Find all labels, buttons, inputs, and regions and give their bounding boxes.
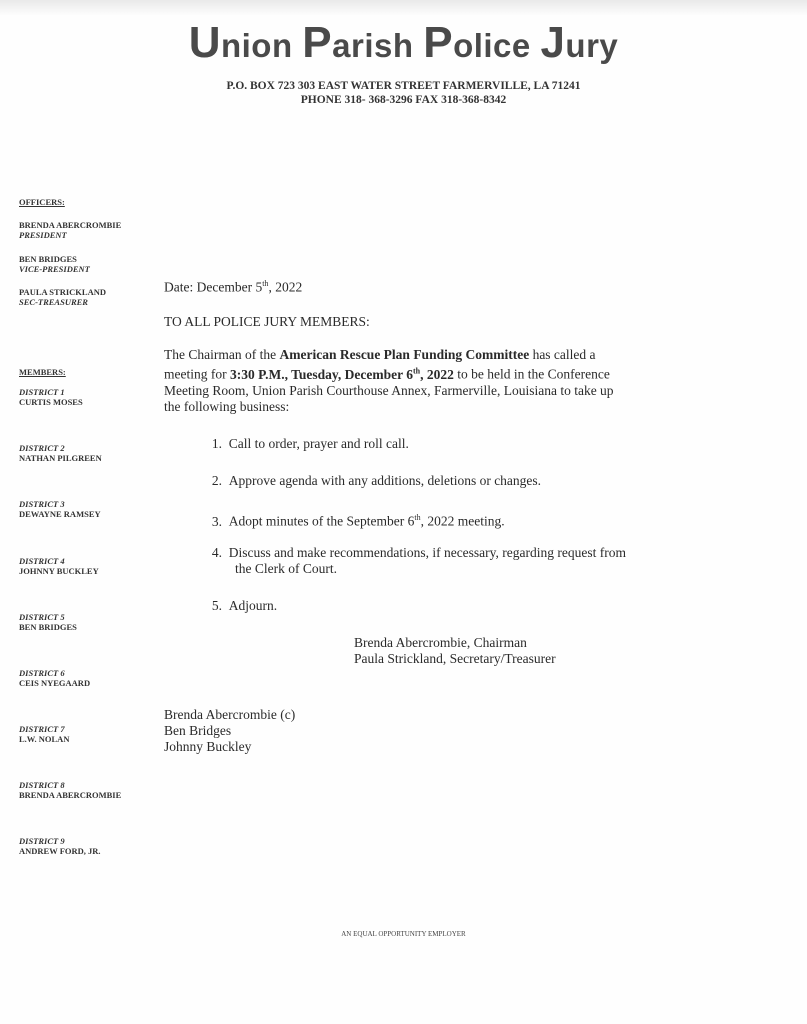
- signature-line: Brenda Abercrombie, Chairman: [354, 635, 527, 650]
- officer-name: BEN BRIDGES: [19, 254, 77, 264]
- intro-paragraph: The Chairman of the American Rescue Plan Funding Committee has called a meeting for 3:30 P.M., Tuesday, December 6th, 2022 to be held in the Conference Meeting Room, Union Parish Courthouse Annex, Farmerville, Louisiana to take up the following business:: [164, 347, 614, 414]
- agenda-item: 5. Adjourn.: [211, 598, 278, 613]
- officers-heading: OFFICERS:: [19, 197, 65, 207]
- committee-member: Ben Bridges: [164, 723, 232, 738]
- officer-role: PRESIDENT: [19, 230, 67, 240]
- member-name: CEIS NYEGAARD: [19, 678, 91, 688]
- member-name: BRENDA ABERCROMBIE: [19, 790, 122, 800]
- district-label: DISTRICT 1: [19, 387, 65, 397]
- scan-shadow: [0, 0, 807, 16]
- agenda-item: 4. Discuss and make recommendations, if necessary, regarding request from the Clerk of Court.: [211, 545, 626, 576]
- officer-role: VICE-PRESIDENT: [19, 264, 90, 274]
- salutation: TO ALL POLICE JURY MEMBERS:: [164, 314, 370, 329]
- member-name: L.W. NOLAN: [19, 734, 70, 744]
- letter-date: Date: December 5th, 2022: [164, 279, 303, 295]
- member-entry: [19, 499, 101, 519]
- member-entry: [19, 724, 69, 744]
- district-label: DISTRICT 9: [19, 836, 65, 846]
- member-entry: [19, 780, 121, 800]
- district-label: DISTRICT 7: [19, 724, 65, 734]
- district-label: DISTRICT 3: [19, 499, 65, 509]
- officer-entry: [19, 220, 121, 240]
- member-name: BEN BRIDGES: [19, 622, 77, 632]
- officer-entry: [19, 287, 106, 307]
- member-name: JOHNNY BUCKLEY: [19, 566, 99, 576]
- committee-member: Brenda Abercrombie (c): [164, 707, 296, 722]
- district-label: DISTRICT 6: [19, 668, 65, 678]
- agenda-item: 1. Call to order, prayer and roll call.: [211, 436, 409, 451]
- district-label: DISTRICT 5: [19, 612, 65, 622]
- address-line: P.O. BOX 723 303 EAST WATER STREET FARMERVILLE, LA 71241: [226, 80, 581, 92]
- agenda-item: 3. Adopt minutes of the September 6th, 2022 meeting.: [211, 513, 505, 529]
- member-name: NATHAN PILGREEN: [19, 453, 102, 463]
- officer-name: PAULA STRICKLAND: [19, 287, 106, 297]
- member-name: CURTIS MOSES: [19, 397, 83, 407]
- officer-name: BRENDA ABERCROMBIE: [19, 220, 122, 230]
- footer-eoe: AN EQUAL OPPORTUNITY EMPLOYER: [341, 930, 466, 938]
- officer-entry: [19, 254, 90, 274]
- member-entry: [19, 556, 99, 576]
- signature-block: [354, 635, 556, 667]
- agenda-item: 2. Approve agenda with any additions, deletions or changes.: [211, 473, 542, 488]
- phone-fax-line: PHONE 318- 368-3296 FAX 318-368-8342: [300, 94, 507, 106]
- district-label: DISTRICT 8: [19, 780, 65, 790]
- district-label: DISTRICT 4: [19, 556, 65, 566]
- officer-role: SEC-TREASURER: [19, 297, 88, 307]
- member-entry: [19, 387, 83, 407]
- members-heading: MEMBERS:: [19, 367, 66, 377]
- signature-line: Paula Strickland, Secretary/Treasurer: [354, 651, 556, 666]
- member-entry: [19, 443, 102, 463]
- member-name: DEWAYNE RAMSEY: [19, 509, 101, 519]
- member-entry: [19, 836, 101, 856]
- member-entry: [19, 668, 90, 688]
- district-label: DISTRICT 2: [19, 443, 65, 453]
- member-entry: [19, 612, 77, 632]
- committee-list: [164, 707, 295, 755]
- letterhead-title: Union Parish Police Jury: [188, 18, 619, 67]
- committee-member: Johnny Buckley: [164, 739, 252, 754]
- member-name: ANDREW FORD, JR.: [19, 846, 101, 856]
